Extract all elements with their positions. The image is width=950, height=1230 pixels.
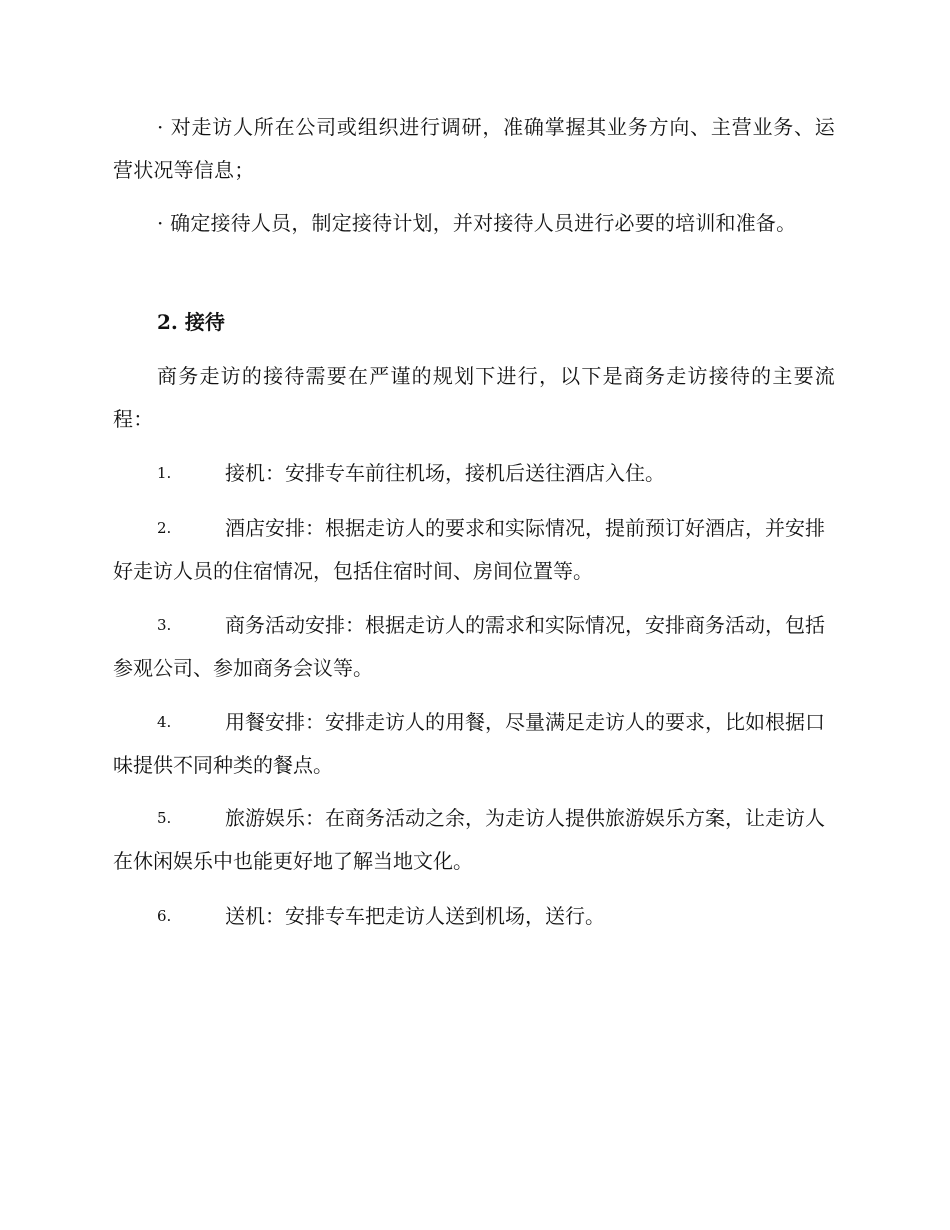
section-heading-reception: 2. 接待 [157, 310, 225, 334]
paragraph-reception-staff: · 确定接待人员，制定接待计划，并对接待人员进行必要的培训和准备。 [157, 211, 797, 235]
list-item-1 [113, 452, 835, 495]
list-number: 4. [157, 713, 172, 731]
list-text: 用餐安排：安排走访人的用餐，尽量满足走访人的要求，比如根据口味提供不同种类的餐点。 [113, 710, 825, 777]
list-item-4 [113, 701, 835, 787]
list-item-6 [113, 895, 835, 938]
list-text: 送机：安排专车把走访人送到机场，送行。 [225, 904, 605, 928]
list-number: 1. [157, 464, 172, 482]
paragraph-reception-intro: 商务走访的接待需要在严谨的规划下进行，以下是商务走访接待的主要流程： [113, 364, 835, 431]
list-text: 商务活动安排：根据走访人的需求和实际情况，安排商务活动，包括参观公司、参加商务会议等。 [113, 613, 825, 680]
list-text: 旅游娱乐：在商务活动之余，为走访人提供旅游娱乐方案，让走访人在休闲娱乐中也能更好地了解当地文化。 [113, 806, 825, 873]
list-text: 接机：安排专车前往机场，接机后送往酒店入住。 [225, 461, 665, 485]
list-text: 酒店安排：根据走访人的要求和实际情况，提前预订好酒店，并安排好走访人员的住宿情况，包括住宿时间、房间位置等。 [113, 516, 825, 583]
list-item-5 [113, 797, 835, 883]
list-number: 3. [157, 616, 172, 634]
paragraph-research: · 对走访人所在公司或组织进行调研，准确掌握其业务方向、主营业务、运营状况等信息； [113, 115, 835, 182]
list-number: 6. [157, 907, 172, 925]
list-number: 5. [157, 809, 172, 827]
list-item-2 [113, 507, 835, 593]
list-number: 2. [157, 519, 172, 537]
list-item-3 [113, 604, 835, 690]
